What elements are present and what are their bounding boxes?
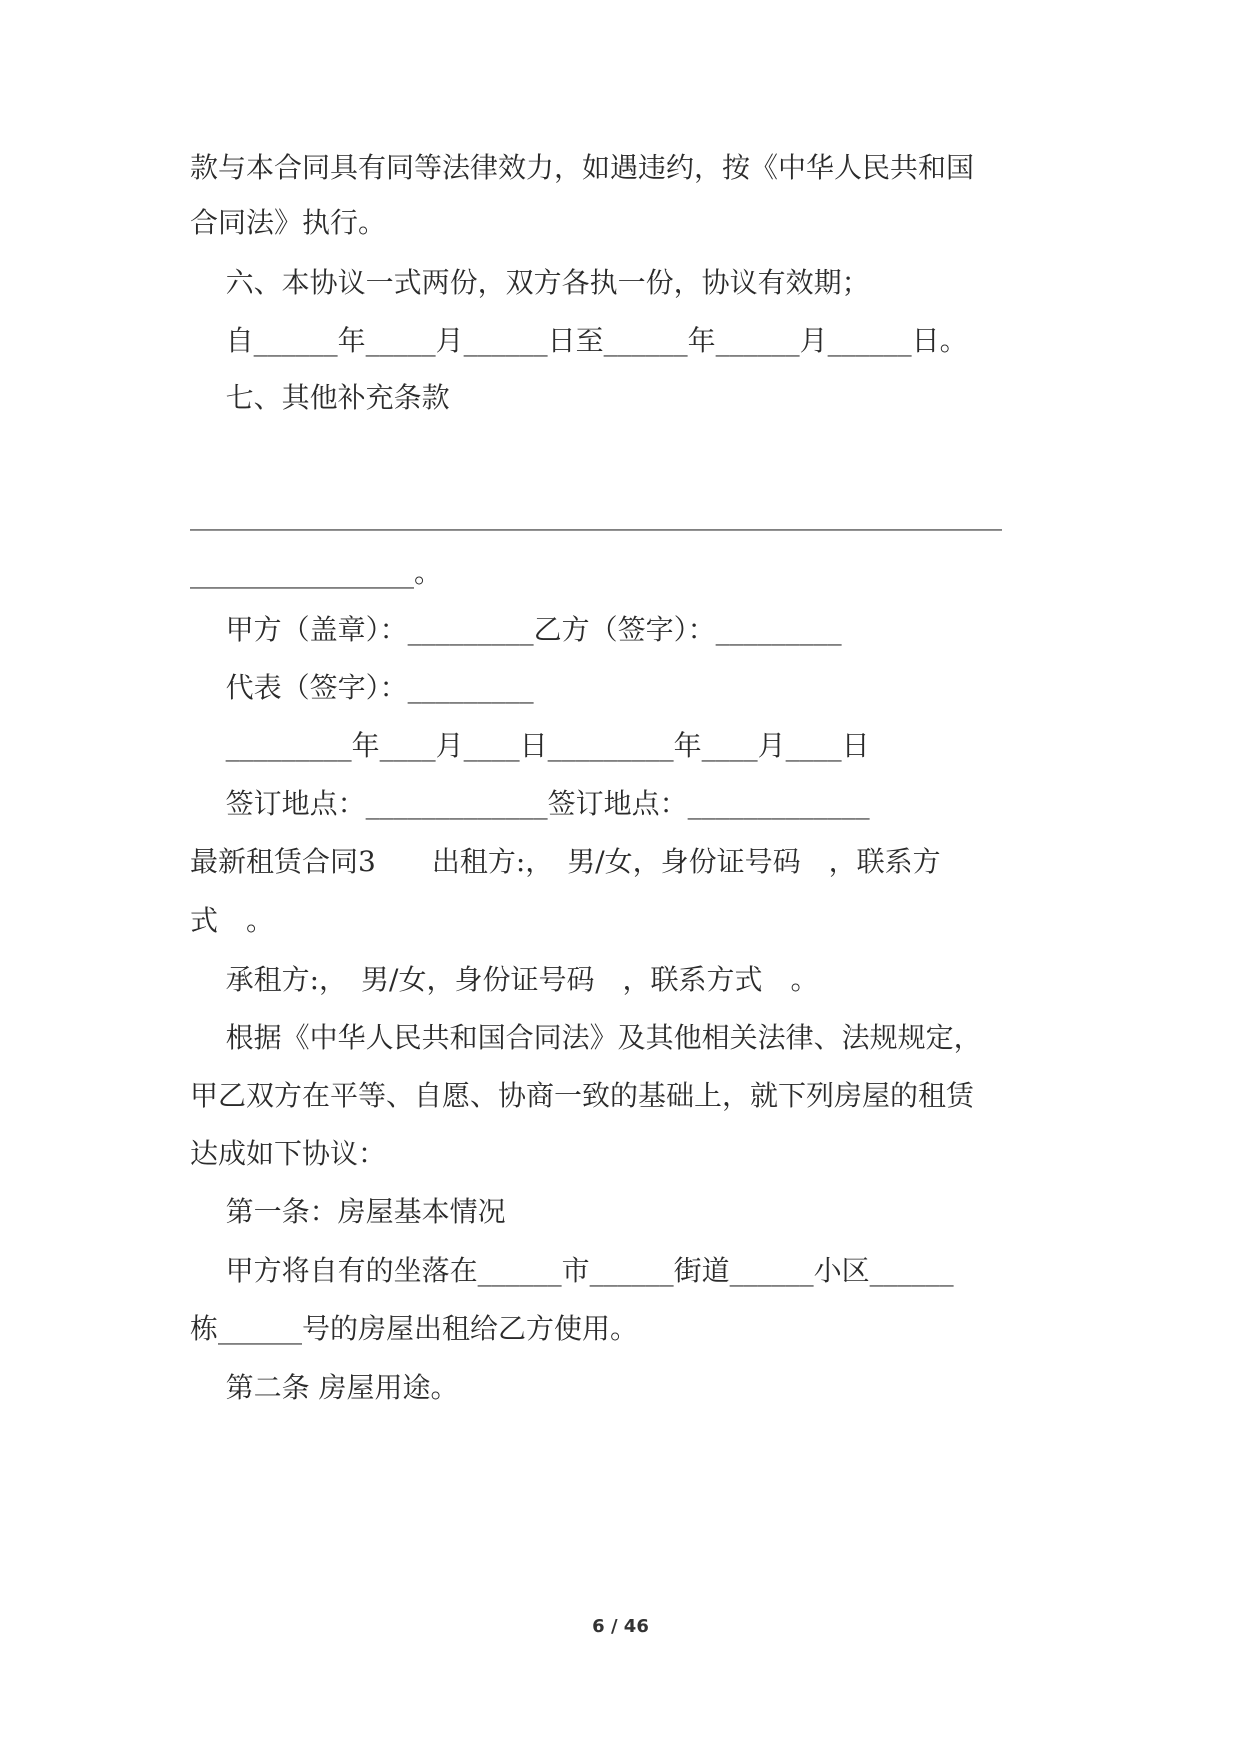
- text-line: 签订地点：_____________签订地点：_____________: [190, 787, 870, 820]
- text-line: 甲方将自有的坐落在______市______街道______小区______: [190, 1254, 954, 1287]
- text-line: 第二条 房屋用途。: [190, 1371, 459, 1404]
- text-line: 款与本合同具有同等法律效力，如遇违约，按《中华人民共和国: [190, 151, 975, 184]
- text-line: 甲方（盖章）：_________乙方（签字）：_________: [190, 613, 842, 646]
- text-line: 六、本协议一式两份，双方各执一份，协议有效期；: [190, 266, 870, 299]
- text-line: 自______年_____月______日至______年______月______日。: [190, 324, 968, 357]
- text-line: ________________。: [190, 556, 443, 589]
- text-line: 达成如下协议：: [190, 1137, 387, 1170]
- text-line: 七、其他补充条款: [190, 381, 450, 414]
- text-line: _________年____月____日_________年____月____日: [190, 729, 870, 762]
- text-line: 根据《中华人民共和国合同法》及其他相关法律、法规规定，: [190, 1021, 982, 1054]
- text-line: 合同法》执行。: [190, 206, 387, 239]
- text-line: 第一条：房屋基本情况: [190, 1195, 506, 1228]
- page-number: 6 / 46: [592, 1616, 649, 1637]
- text-line: 最新租赁合同3 出租方:， 男/女，身份证号码 ，联系方: [190, 845, 941, 878]
- text-line: 栋______号的房屋出租给乙方使用。: [190, 1312, 639, 1345]
- text-line: 承租方:， 男/女，身份证号码 ，联系方式 。: [190, 963, 819, 996]
- text-line: 式 。: [190, 904, 275, 937]
- text-line: 甲乙双方在平等、自愿、协商一致的基础上，就下列房屋的租赁: [190, 1079, 975, 1112]
- text-line: 代表（签字）：_________: [190, 671, 534, 704]
- text-line: __________________________________________________________: [190, 498, 1002, 531]
